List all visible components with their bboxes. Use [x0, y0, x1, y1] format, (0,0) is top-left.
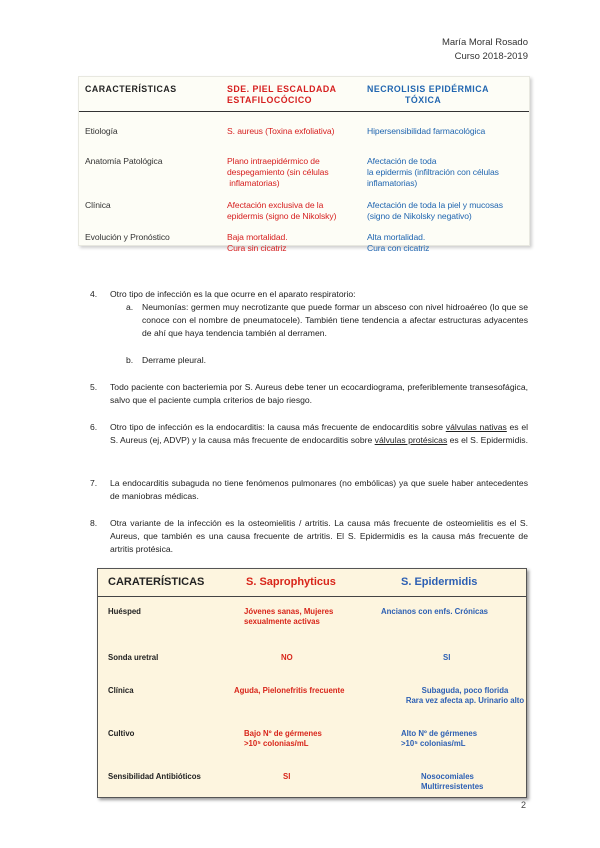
table1-cell: Alta mortalidad. Cura con cicatriz — [367, 232, 430, 253]
comparison-table-skin — [78, 76, 530, 253]
table2-row-label: Cultivo — [108, 729, 135, 738]
table2-cell: SI — [283, 772, 291, 781]
table2-cell: Jóvenes sanas, Mujeres sexualmente activas — [244, 607, 334, 626]
course-year: Curso 2018-2019 — [454, 51, 528, 62]
list-item-7: 7. La endocarditis subaguda no tiene fenómenos pulmonares (no embólicas) ya que suele haber antecedentes de maniobras médicas. — [90, 478, 528, 501]
list-subitem-a: a. Neumonías: germen muy necrotizante que puede formar un absceso con nivel hidroaéreo (lo que se conoce con el nombre de pneumatocele). También tiene tendencia a afectar estructuras adyacentes de ahí que haya tendencia también al derramen. — [126, 302, 528, 338]
table1-header-characteristics: CARACTERÍSTICAS — [85, 84, 177, 94]
table2-cell: Alto Nº de gérmenes >10⁵ colonias/mL — [401, 729, 478, 748]
table2-header-saprophyticus: S. Saprophyticus — [246, 576, 336, 588]
table2-header-characteristics: CARATERÍSTICAS — [108, 576, 205, 588]
table1-header-ten: NECROLISIS EPIDÉRMICA TÓXICA — [367, 84, 489, 105]
table2-cell: Subaguda, poco florida Rara vez afecta ap. Urinario alto — [405, 686, 525, 705]
comparison-table-staph — [97, 568, 527, 798]
table1-row-label: Etiología — [85, 126, 118, 136]
table2-row-label: Sensibilidad Antibióticos — [108, 772, 201, 781]
list-item-5: 5. Todo paciente con bacteriemia por S. Aureus debe tener un ecocardiograma, preferiblemente transesofágica, salvo que el paciente cumpla criterios de bajo riesgo. — [90, 382, 528, 405]
underlined-prosthetic-valves: válvulas protésicas — [374, 435, 448, 445]
list-subitem-b: b. Derrame pleural. — [126, 355, 206, 365]
table1-divider — [79, 111, 529, 112]
table1-cell: Plano intraepidérmico de despegamiento (sin células inflamatorias) — [227, 156, 329, 188]
table1-cell: Baja mortalidad. Cura sin cicatriz — [227, 232, 288, 253]
author-name: María Moral Rosado — [441, 37, 528, 48]
table2-row-label: Sonda uretral — [108, 653, 159, 662]
table1-header-ssss: SDE. PIEL ESCALDADA ESTAFILOCÓCICO — [227, 84, 337, 105]
table1-row-label: Clínica — [85, 200, 111, 210]
table1-row-label: Anatomía Patológica — [85, 156, 163, 166]
page-header — [442, 36, 528, 64]
table1-cell: Afectación de toda la piel y mucosas (signo de Nikolsky negativo) — [367, 200, 503, 221]
table2-cell: Bajo Nº de gérmenes >10⁵ colonias/mL — [244, 729, 322, 748]
table2-row-label: Clínica — [108, 686, 134, 695]
table2-cell: Nosocomiales Multirresistentes — [421, 772, 484, 791]
table1-cell: S. aureus (Toxina exfoliativa) — [227, 126, 335, 136]
table1-row-label: Evolución y Pronóstico — [85, 232, 170, 242]
table2-cell: NO — [281, 653, 293, 662]
list-item-8: 8. Otra variante de la infección es la osteomielitis / artritis. La causa más frecuente de osteomielitis es el S. Aureus, que también es una causa frecuente de artritis. El S. Epidermidis es la causa más frecuente de artritis protésica. — [90, 518, 528, 554]
table1-cell: Afectación exclusiva de la epidermis (signo de Nikolsky) — [227, 200, 337, 221]
table2-header-epidermidis: S. Epidermidis — [401, 576, 478, 588]
table2-divider — [98, 596, 526, 597]
table1-cell: Hipersensibilidad farmacológica — [367, 126, 486, 136]
page-number: 2 — [520, 800, 526, 810]
list-item-6: 6. Otro tipo de infección es la endocarditis: la causa más frecuente de endocarditis sobre válvulas nativas es el S. Aureus (ej, ADVP) y la causa más frecuente de endocarditis sobre válvulas protésicas es el S. Epidermidis. — [90, 422, 529, 445]
table2-row-label: Huésped — [108, 607, 141, 616]
underlined-native-valves: válvulas nativas — [445, 422, 507, 432]
list-item-4: 4. Otro tipo de infección es la que ocurre en el aparato respiratorio: — [90, 289, 356, 299]
table1-cell: Afectación de toda la epidermis (infiltración con células inflamatorias) — [367, 156, 499, 188]
table2-cell: Ancianos con enfs. Crónicas — [381, 607, 489, 616]
table2-cell: SI — [443, 653, 451, 662]
table2-cell: Aguda, Pielonefritis frecuente — [234, 686, 345, 695]
